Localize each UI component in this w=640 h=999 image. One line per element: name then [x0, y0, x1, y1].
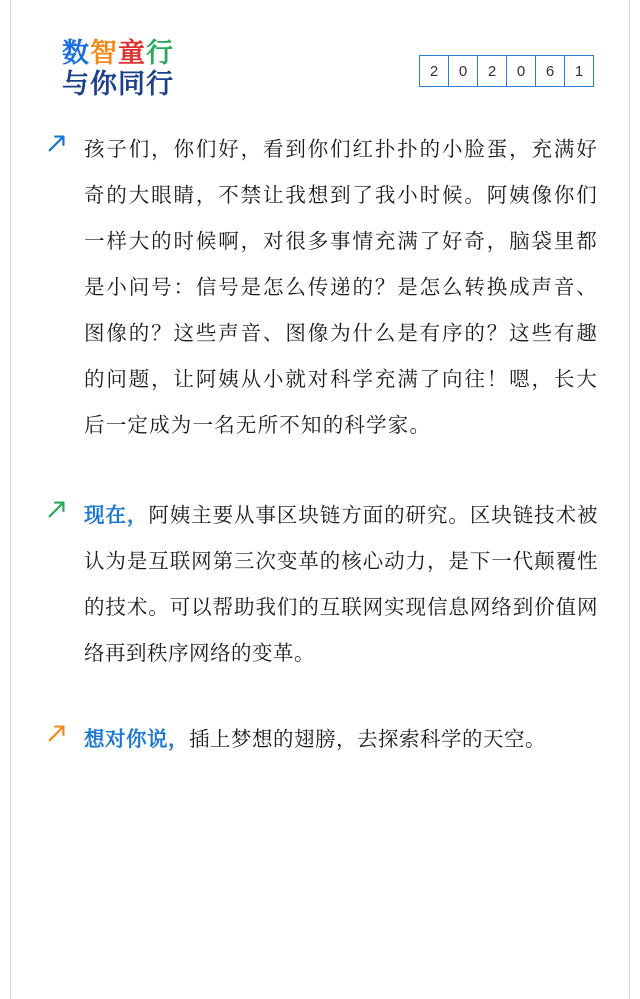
page-border-right: [629, 0, 630, 999]
paragraph-text: 孩子们，你们好，看到你们红扑扑的小脸蛋，充满好奇的大眼睛，不禁让我想到了我小时候。阿姨像你们一样大的时候啊，对很多事情充满了好奇，脑袋里都是小问号：信号是怎么传递的？是怎么转换成声音、图像的？这些声音、图像为什么是有序的？这些有趣的问题，让阿姨从小就对科学充满了向往！嗯，长大后一定成为一名无所不知的科学家。: [84, 137, 598, 437]
arrow-up-right-icon: [46, 132, 68, 154]
paragraph-text: [84, 716, 598, 762]
paragraph-text: [84, 492, 598, 676]
issue-digit: 2: [478, 56, 507, 86]
document-body: [0, 118, 640, 762]
issue-digit: 0: [507, 56, 536, 86]
paragraph-block: [42, 492, 598, 676]
arrow-up-right-icon: [46, 722, 68, 744]
brand-logo-line2: 与你同行: [62, 69, 174, 100]
page-border-left: [10, 0, 11, 999]
paragraph-lead: 现在，: [84, 503, 149, 527]
paragraph-body: 阿姨主要从事区块链方面的研究。区块链技术被认为是互联网第三次变革的核心动力，是下一代颠覆性的技术。可以帮助我们的互联网实现信息网络到价值网络再到秩序网络的变革。: [84, 503, 599, 665]
brand-logo-line1: [62, 40, 174, 67]
brand-logo: [62, 40, 174, 98]
issue-digit: 0: [449, 56, 478, 86]
logo-char-1: 数: [62, 38, 90, 69]
arrow-up-right-icon: [46, 498, 68, 520]
issue-number-box: [419, 55, 594, 87]
page-header: [0, 0, 640, 118]
logo-char-3: 童: [118, 38, 146, 69]
issue-digit: 2: [420, 56, 449, 86]
paragraph-block: [42, 716, 598, 762]
logo-char-2: 智: [90, 38, 118, 69]
paragraph-lead: 想对你说，: [84, 727, 189, 751]
logo-char-4: 行: [146, 38, 174, 69]
paragraph-body: 插上梦想的翅膀，去探索科学的天空。: [189, 727, 546, 751]
issue-digit: 1: [574, 62, 584, 80]
issue-digit: 6: [536, 56, 565, 86]
paragraph-block: [42, 126, 598, 448]
